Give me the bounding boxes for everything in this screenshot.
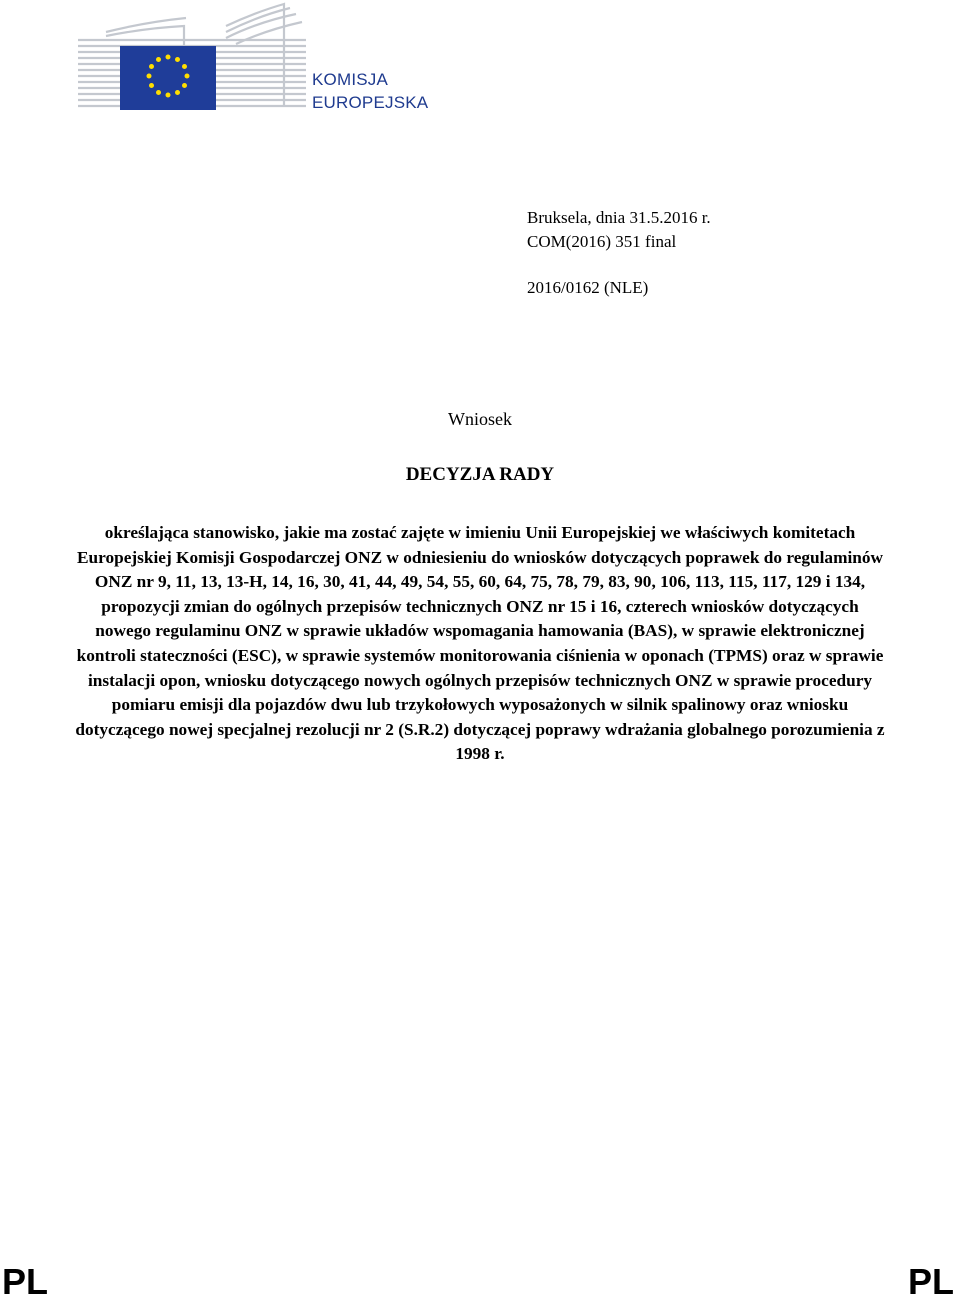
organization-name-line2: EUROPEJSKA — [312, 93, 429, 112]
procedure-number: 2016/0162 (NLE) — [527, 278, 649, 297]
language-code-right: PL — [907, 1261, 954, 1302]
european-commission-logo-icon — [76, 2, 306, 114]
organization-name — [312, 68, 428, 114]
european-commission-logo — [76, 2, 456, 114]
document-subject: określająca stanowisko, jakie ma zostać zajęte w imieniu Unii Europejskiej we właściwych komitetach Europejskiej Komisji Gospodarczej ONZ w odniesieniu do wniosków dotyczących poprawek do regulaminów ONZ nr 9, 11, 13, 13-H, 14, 16, 30, 41, 44, 49, 54, 55, 60, 64, 75, 78, 79, 83, 90, 106, 113, 115, 117, 129 i 134, propozycji zmian do ogólnych przepisów technicznych ONZ nr 15 i 16, czterech wniosków dotyczących nowego regulaminu ONZ w sprawie układów wspomagania hamowania (BAS), w sprawie elektronicznej kontroli stateczności (ESC), w sprawie systemów monitorowania ciśnienia w oponach (TPMS) oraz w sprawie instalacji opon, wniosku dotyczącego nowych ogólnych przepisów technicznych ONZ w sprawie procedury pomiaru emisji dla pojazdów dwu lub trzykołowych wyposażonych w silnik spalinowy oraz wniosku dotyczącego nowej specjalnej rezolucji nr 2 (S.R.2) dotyczącej poprawy wdrażania globalnego porozumienia z 1998 r. — [75, 523, 885, 764]
document-type: Wniosek — [448, 409, 512, 429]
language-code-left: PL — [2, 1261, 49, 1302]
organization-name-line1: KOMISJA — [312, 70, 389, 89]
document-title: DECYZJA RADY — [405, 464, 555, 485]
document-reference: COM(2016) 351 final — [527, 232, 677, 251]
place-and-date: Bruksela, dnia 31.5.2016 r. — [527, 208, 711, 227]
